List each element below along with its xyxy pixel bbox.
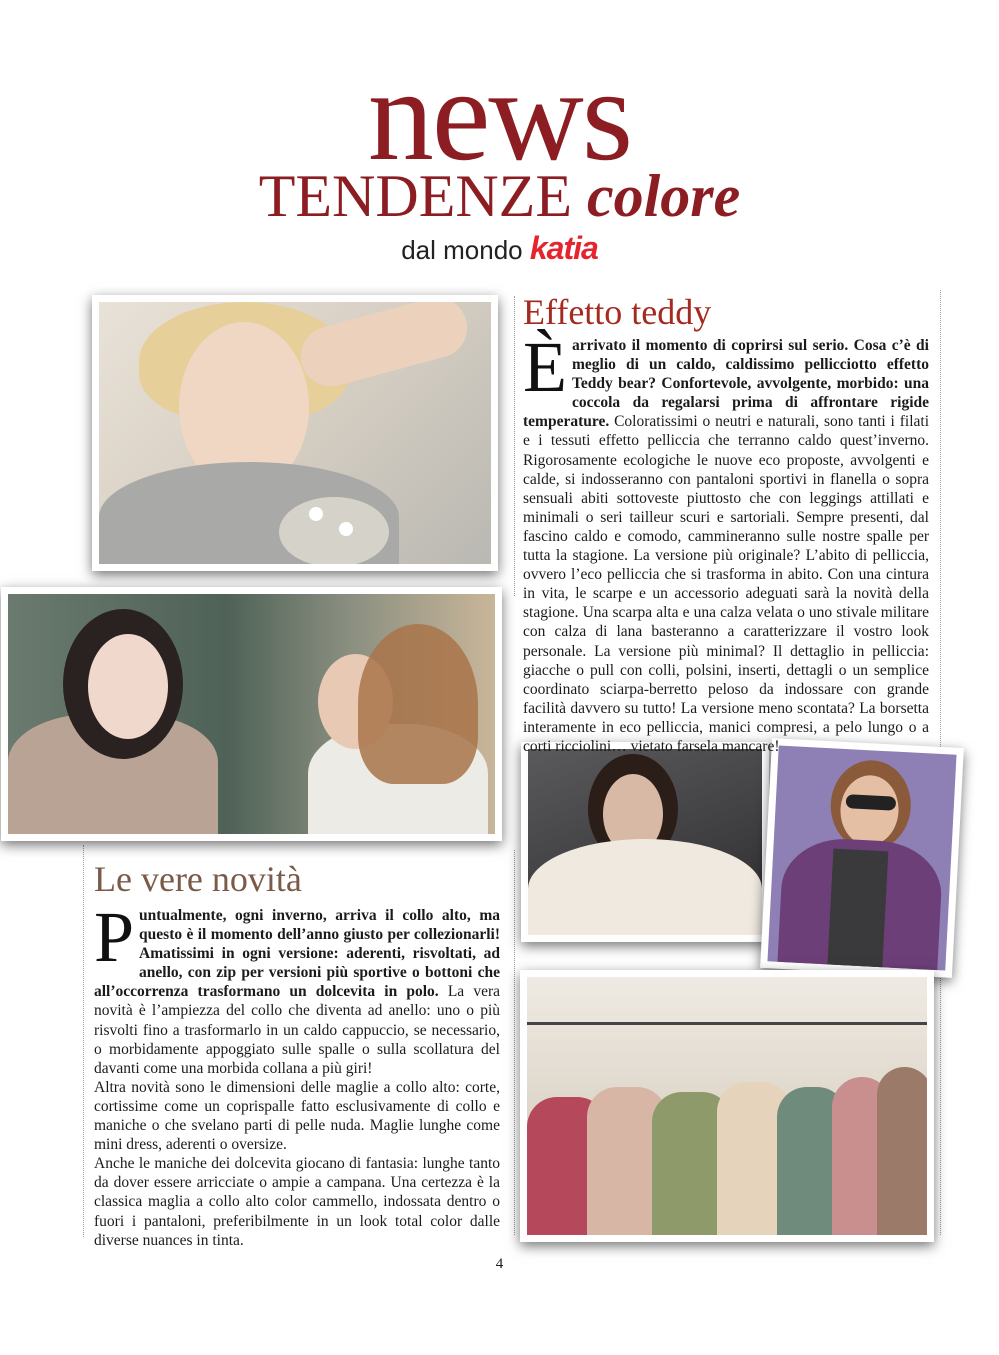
article-heading-vere-novita: Le vere novità bbox=[94, 859, 302, 899]
photo-purple-fur bbox=[760, 738, 964, 978]
photo-two-women-turtlenecks bbox=[1, 587, 502, 841]
article-text: Coloratissimi o neutri e naturali, sono tanti i filati e i tessuti effetto pelliccia che terranno caldo quest’inverno. Rigorosamente ecologiche le nuove eco proposte, avvolgenti e calde, si indosseranno con pantaloni sportivi in flanella o sopra sensuali abiti sottoveste piuttosto che con leggings attillati e minimali o seri tailleur scuri e sartoriali. Sempre presenti, dal fascino caldo e comodo, cammineranno sulle nostre spalle per tutta la stagione. La versione più originale? L’abito di pelliccia, ovvero l’eco pelliccia che si trasforma in abito. Con una cintura in vita, le scarpe e un accessorio adeguati sarà la novità della stagione. Una scarpa alta e una calza velata o uno stivale militare con calza di lana basteranno a caratterizzare il vostro look personale. La versione più minimal? Il dettaglio in pelliccia: giacche o pull con colli, polsini, inserti, dettagli o un semplice coordinato sciarpa-berretto peloso da indossare con grande facilità davvero su tutto! La versione meno scontata? La borsetta interamente in eco pelliccia, manici compresi, a pelo lungo o a corti ricciolini… vietato farsela mancare! bbox=[523, 413, 929, 755]
masthead-tagline bbox=[0, 228, 999, 270]
article-heading-effetto-teddy: Effetto teddy bbox=[523, 292, 712, 332]
article-lead: untualmente, ogni inverno, arriva il collo alto, ma questo è il momento dell’anno giusto per collezionarli! Amatissimi in ogni versione: aderenti, risvoltati, ad anello, con zip per versioni più sportive o bottoni che all’occorrenza trasformano un dolcevita in polo. bbox=[94, 907, 500, 1001]
subtitle-colore: colore bbox=[586, 163, 741, 229]
article-body-effetto-teddy bbox=[523, 327, 929, 756]
column-rule-mid-top bbox=[514, 296, 515, 596]
column-rule-mid-bottom bbox=[514, 850, 515, 1235]
tagline-text: dal mondo bbox=[401, 235, 523, 265]
masthead-subtitle bbox=[0, 163, 999, 229]
article-lead: arrivato il momento di coprirsi sul serio. Cosa c’è di meglio di un caldo, caldissimo pellicciotto effetto Teddy bear? Confortevole, avvolgente, morbido: una coccola da regalarsi prima di affrontare rigide temperature. bbox=[523, 337, 929, 431]
dropcap: P bbox=[94, 897, 135, 977]
subtitle-tendenze: TENDENZE bbox=[258, 163, 572, 229]
article-text: La vera novità è l’ampiezza del collo che diventa ad anello: uno o più risvolti fino a trasformarlo in un caldo cappuccio, se necessario, o morbidamente appoggiato sulle spalle o sulla scollatura del davanti come una morbida collana a più giri! bbox=[94, 983, 500, 1077]
column-rule-left bbox=[83, 845, 84, 1237]
photo-coat-rack bbox=[520, 970, 934, 1242]
article-text: Anche le maniche dei dolcevita giocano di fantasia: lunghe tanto da dover essere arricciate o ampie a campana. Una certezza è la classica maglia a collo alto color cammello, indossata dentro o fuori i pantaloni, preferibilmente in un look total color dalle diverse nuances in tinta. bbox=[94, 1155, 500, 1249]
page-number: 4 bbox=[495, 1256, 504, 1272]
article-text: Altra novità sono le dimensioni delle maglie a collo alto: corte, cortissime come un coprispalle fatto esclusivamente di collo e maniche o che svelano parti di pelle nuda. Maglie lunghe come mini dress, aderenti o oversize. bbox=[94, 1078, 500, 1154]
brand-logo: katia bbox=[529, 230, 598, 266]
photo-white-fur bbox=[521, 742, 769, 942]
masthead-news: news bbox=[367, 41, 632, 188]
article-body-vere-novita bbox=[94, 897, 500, 1250]
photo-blonde-turtleneck bbox=[92, 295, 498, 571]
dropcap: È bbox=[523, 327, 567, 407]
